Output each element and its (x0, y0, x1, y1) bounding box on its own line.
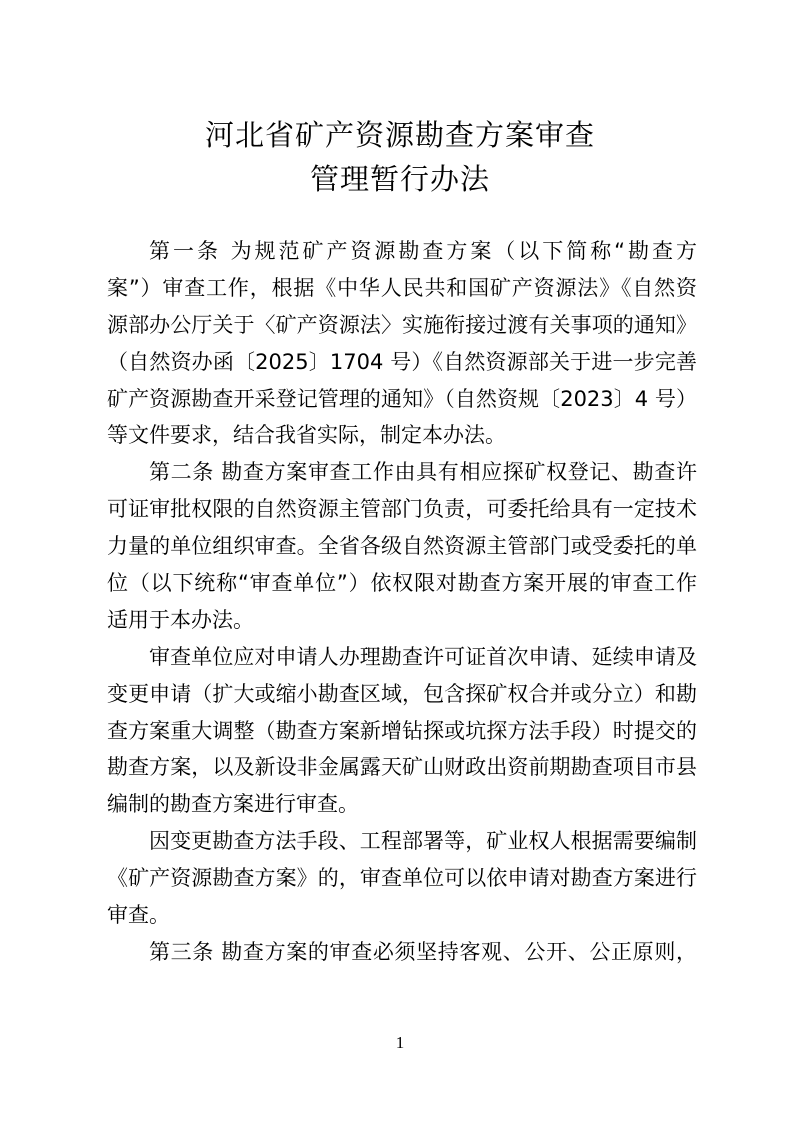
text-line: 变更申请（扩大或缩小勘查区域，包含探矿权合并或分立）和勘 (107, 681, 697, 706)
text-line: 《矿产资源勘查方案》的，审查单位可以依申请对勘查方案进行 (107, 866, 697, 891)
text-line: 位（以下统称“审查单位”）依权限对勘查方案开展的审查工作 (107, 571, 697, 596)
text-line: （自然资办函〔2025〕1704 号）《自然资源部关于进一步完善 (107, 349, 697, 374)
text-line: 勘查方案，以及新设非金属露天矿山财政出资前期勘查项目市县 (107, 755, 697, 780)
text-line: 第三条 勘查方案的审查必须坚持客观、公开、公正原则， (149, 939, 697, 964)
text-line: 第一条 为规范矿产资源勘查方案（以下简称“勘查方 (149, 239, 697, 263)
text-line: 适用于本办法。 (107, 607, 254, 632)
text-line: 可证审批权限的自然资源主管部门负责，可委托给具有一定技术 (107, 497, 697, 522)
text-line: 第二条 勘查方案审查工作由具有相应探矿权登记、勘查许 (149, 460, 697, 485)
paragraph-article-1 (107, 233, 697, 454)
text-line: 源部办公厅关于〈矿产资源法〉实施衔接过渡有关事项的通知》 (107, 312, 697, 337)
document-body (107, 233, 697, 971)
text-line: 案”）审查工作，根据《中华人民共和国矿产资源法》《自然资 (107, 275, 697, 300)
paragraph-article-2 (107, 454, 697, 638)
text-line: 矿产资源勘查开采登记管理的通知》（自然资规〔2023〕4 号） (107, 386, 697, 411)
text-line: 力量的单位组织审查。全省各级自然资源主管部门或受委托的单 (107, 534, 697, 559)
paragraph-article-3 (107, 934, 697, 971)
text-line: 审查。 (107, 903, 170, 928)
paragraph-optional-review (107, 823, 697, 934)
text-line: 查方案重大调整（勘查方案新增钻探或坑探方法手段）时提交的 (107, 718, 697, 743)
document-title-line-1: 河北省矿产资源勘查方案审查 (204, 118, 595, 152)
text-line: 等文件要求，结合我省实际，制定本办法。 (107, 423, 506, 448)
paragraph-review-scope (107, 639, 697, 823)
document-title-line-2: 管理暂行办法 (309, 162, 490, 196)
text-line: 审查单位应对申请人办理勘查许可证首次申请、延续申请及 (149, 644, 697, 669)
text-line: 编制的勘查方案进行审查。 (107, 792, 359, 817)
text-line: 因变更勘查方法手段、工程部署等，矿业权人根据需要编制 (149, 829, 697, 854)
page-number: 1 (395, 1033, 405, 1052)
